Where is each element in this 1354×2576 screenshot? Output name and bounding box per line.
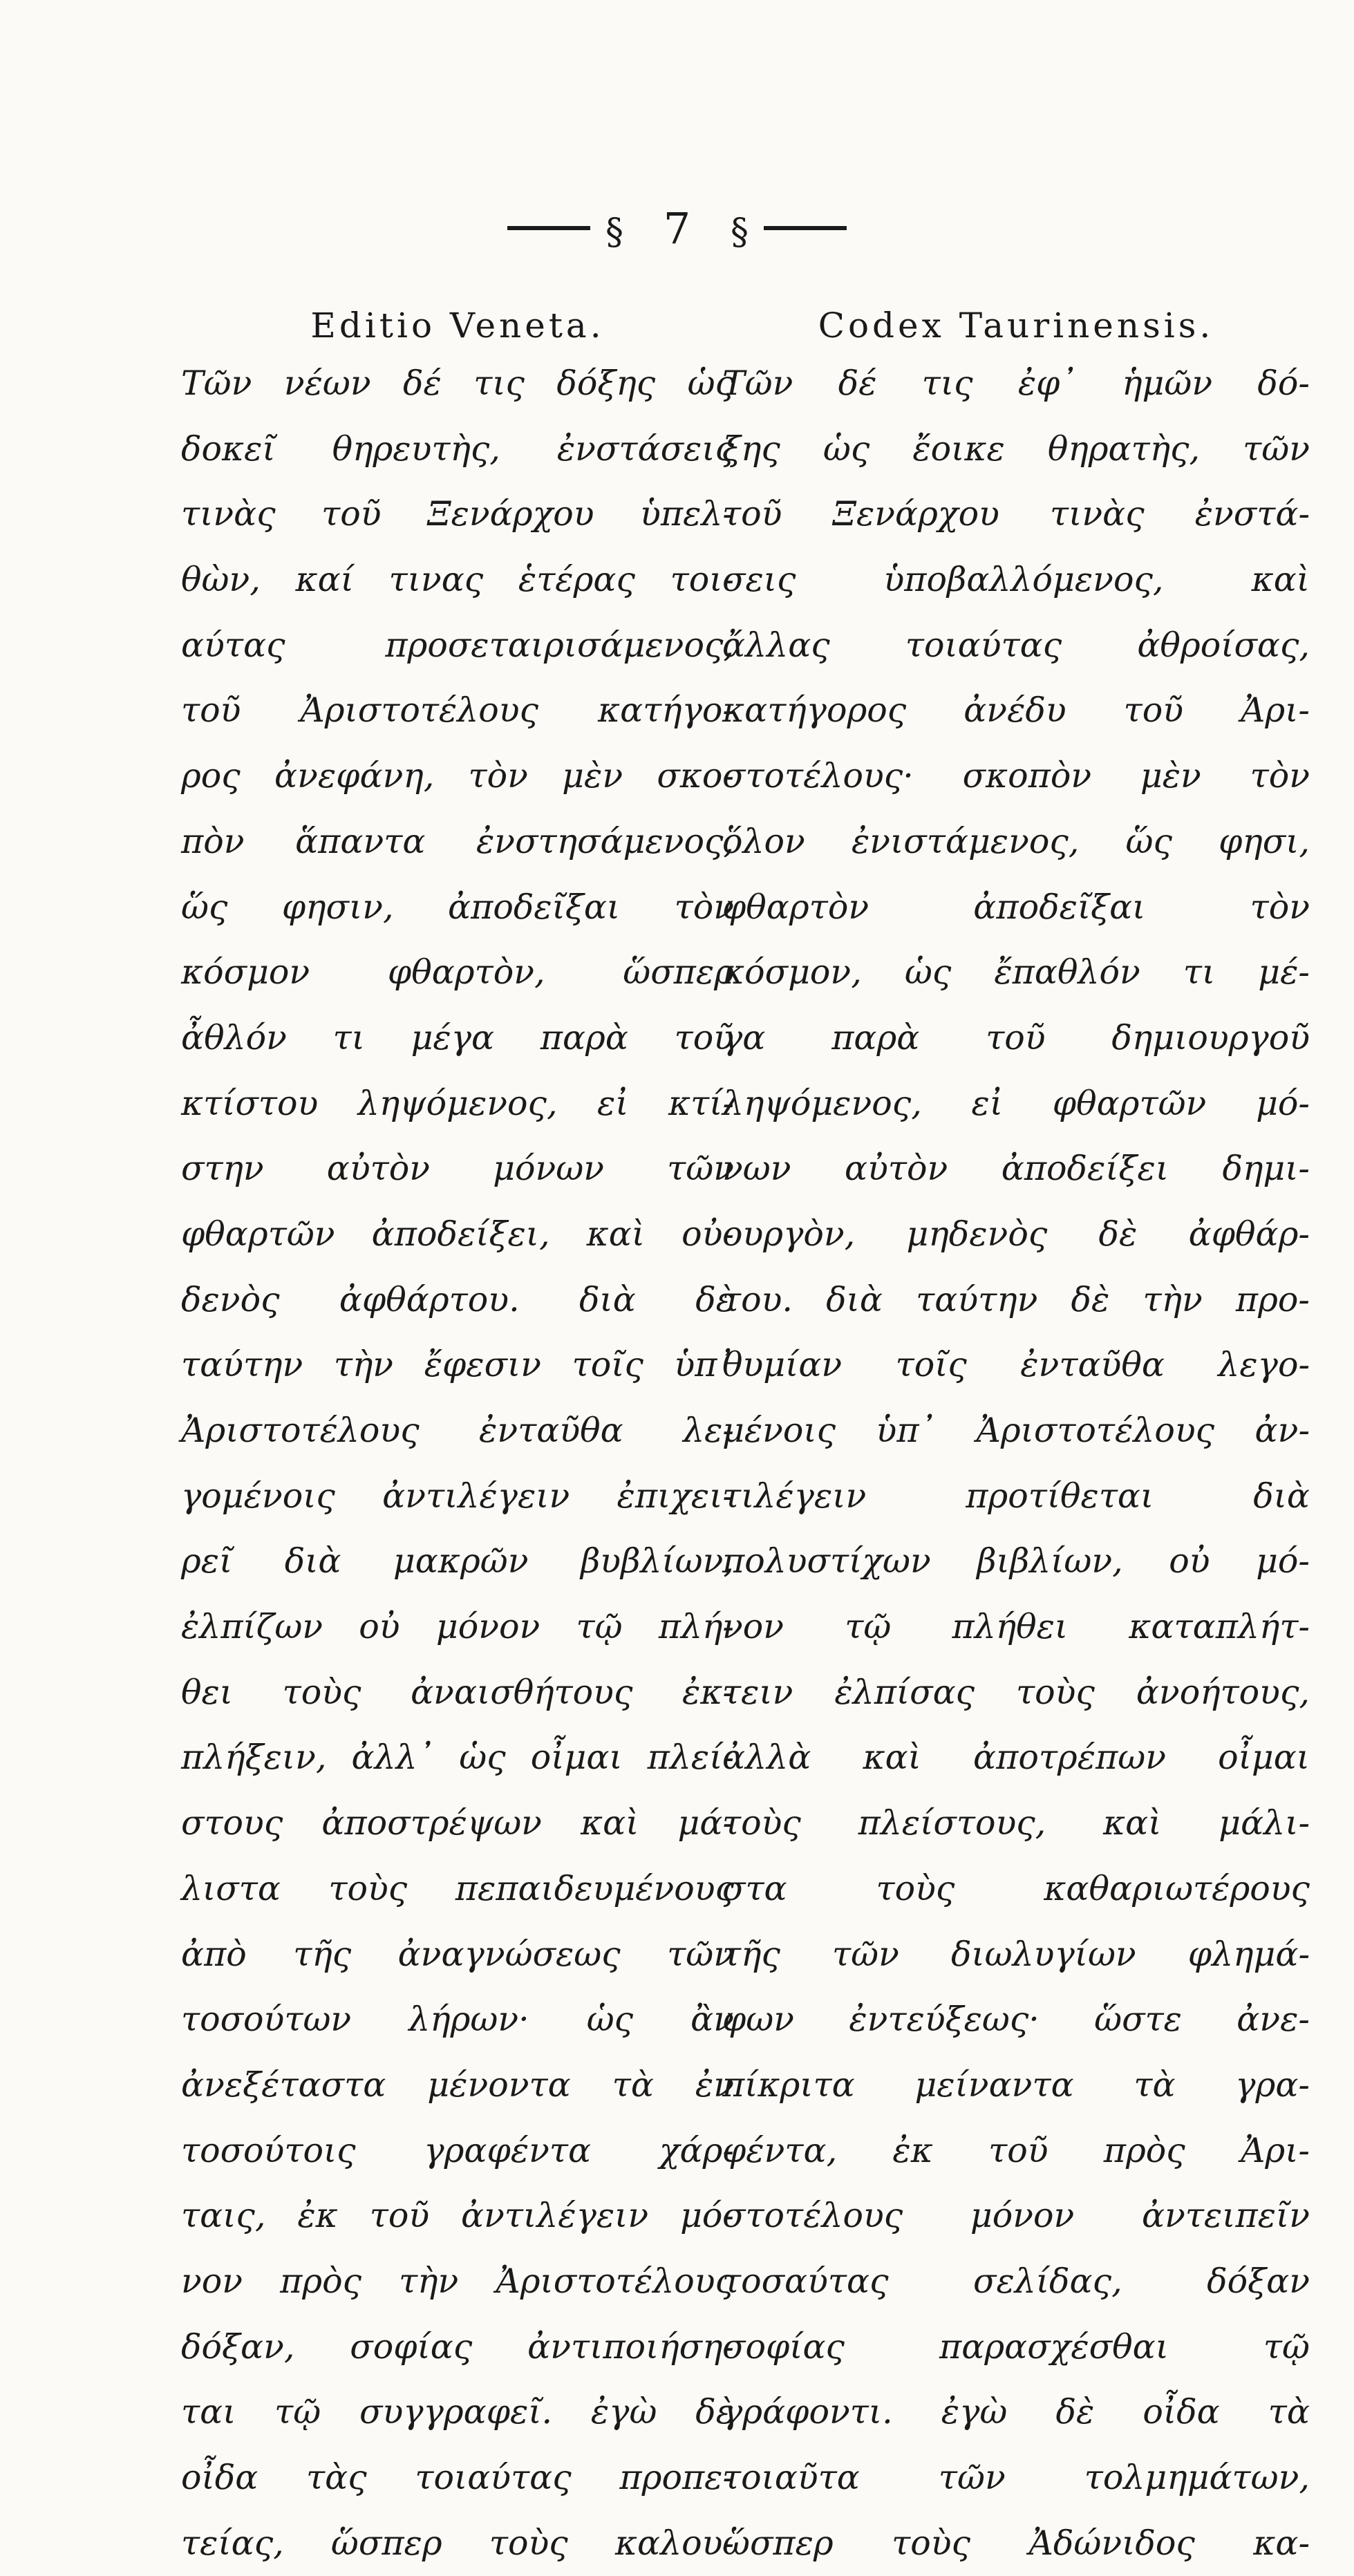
text-line: τοῦ Ξενάρχου τινὰς ἐνστά-	[722, 494, 1310, 534]
text-line: τινὰς τοῦ Ξενάρχου ὑπελ-	[181, 494, 734, 534]
text-line: σεις ὑποβαλλόμενος, καὶ	[722, 560, 1310, 600]
text-line: κόσμον, ὡς ἔπαθλόν τι μέ-	[722, 952, 1310, 993]
text-line: τοῦ Ἀριστοτέλους κατήγο-	[181, 690, 734, 731]
text-line: πὸν ἅπαντα ἐνστησάμενος,	[181, 821, 734, 861]
text-line: δοκεῖ θηρευτὴς, ἐνστάσεις	[181, 429, 734, 469]
text-line: δόξαν, σοφίας ἀντιποιήση-	[181, 2326, 734, 2367]
column-codex-taurinensis	[722, 304, 1310, 2576]
text-line: οἶδα τὰς τοιαύτας προπε-	[181, 2458, 734, 2497]
text-line: θει τοὺς ἀναισθήτους ἐκ-	[181, 1672, 734, 1712]
text-line: ὅλον ἐνιστάμενος, ὥς φησι,	[722, 821, 1310, 861]
text-line: τοσούτων λήρων· ὡς ἂν	[181, 2000, 734, 2040]
text-line: στοτέλους μόνον ἀντειπεῖν	[722, 2196, 1310, 2236]
text-line: θὼν, καί τινας ἑτέρας τοι-	[181, 560, 734, 600]
text-line: στοτέλους· σκοπὸν μὲν τὸν	[722, 756, 1310, 796]
text-line: στην αὐτὸν μόνων τῶν	[181, 1149, 734, 1189]
text-line: ἀπὸ τῆς ἀναγνώσεως τῶν	[181, 1934, 734, 1974]
text-line: ουργὸν, μηδενὸς δὲ ἀφθάρ-	[722, 1214, 1310, 1254]
text-line: τοσαύτας σελίδας, δόξαν	[722, 2261, 1310, 2301]
text-line: ὥς φησιν, ἀποδεῖξαι τὸν	[181, 887, 734, 927]
text-line: τείας, ὥσπερ τοὺς καλου-	[181, 2523, 734, 2563]
text-line: στα τοὺς καθαριωτέρους	[722, 1868, 1310, 1908]
text-line: τοιαῦτα τῶν τολμημάτων,	[722, 2458, 1310, 2497]
page-number: 7	[663, 203, 691, 254]
text-line: θυμίαν τοῖς ἐνταῦθα λεγο-	[722, 1345, 1310, 1385]
text-line: τοσούτοις γραφέντα χάρ-	[181, 2130, 734, 2170]
text-line: κόσμον φθαρτὸν, ὥσπερ	[181, 952, 734, 993]
text-line: αύτας προσεταιρισάμενος,	[181, 625, 734, 665]
text-line: νον τῷ πλήθει καταπλήτ-	[722, 1607, 1310, 1647]
text-line: του. διὰ ταύτην δὲ τὴν προ-	[722, 1279, 1310, 1319]
text-line: κτίστου ληψόμενος, εἰ κτί-	[181, 1083, 734, 1123]
page-header	[0, 203, 1354, 254]
text-line: γομένοις ἀντιλέγειν ἐπιχει-	[181, 1476, 734, 1516]
text-line: νον πρὸς τὴν Ἀριστοτέλους	[181, 2261, 734, 2301]
text-line: Ἀριστοτέλους ἐνταῦθα λε-	[181, 1411, 734, 1450]
text-line: ληψόμενος, εἰ φθαρτῶν μό-	[722, 1083, 1310, 1123]
text-line: γράφοντι. ἐγὼ δὲ οἶδα τὰ	[722, 2392, 1310, 2432]
text-line: φθαρτῶν ἀποδείξει, καὶ οὐ-	[181, 1214, 734, 1254]
text-line: ἀλλὰ καὶ ἀποτρέπων οἶμαι	[722, 1738, 1310, 1778]
text-line: τειν ἐλπίσας τοὺς ἀνοήτους,	[722, 1672, 1310, 1712]
text-line: δενὸς ἀφθάρτου. διὰ δὲ	[181, 1279, 734, 1319]
text-line: κατήγορος ἀνέδυ τοῦ Ἀρι-	[722, 690, 1310, 731]
text-line: τῆς τῶν διωλυγίων φλημά-	[722, 1934, 1310, 1974]
text-line: ἀνεξέταστα μένοντα τὰ ἐν	[181, 2065, 734, 2105]
text-line: τιλέγειν προτίθεται διὰ	[722, 1476, 1310, 1516]
text-line: ἄλλας τοιαύτας ἀθροίσας,	[722, 625, 1310, 665]
text-line: φων ἐντεύξεως· ὥστε ἀνε-	[722, 2000, 1310, 2040]
text-line: φέντα, ἐκ τοῦ πρὸς Ἀρι-	[722, 2130, 1310, 2170]
text-line: σοφίας παρασχέσθαι τῷ	[722, 2326, 1310, 2367]
text-line: ται τῷ συγγραφεῖ. ἐγὼ δὲ	[181, 2392, 734, 2432]
column-heading-right: Codex Taurinensis.	[818, 305, 1214, 346]
text-line: ταύτην τὴν ἔφεσιν τοῖς ὑπ᾿	[181, 1345, 734, 1385]
text-line: ξης ὡς ἔοικε θηρατὴς, τῶν	[722, 429, 1310, 469]
text-line: ρος ἀνεφάνη, τὸν μὲν σκο-	[181, 756, 734, 796]
text-line: νων αὐτὸν ἀποδείξει δημι-	[722, 1149, 1310, 1189]
text-line: Τῶν νέων δέ τις δόξης ὡς	[181, 364, 734, 403]
text-line: λιστα τοὺς πεπαιδευμένους	[181, 1868, 734, 1908]
text-line: ταις, ἐκ τοῦ ἀντιλέγειν μό-	[181, 2196, 734, 2236]
column-text-left	[181, 351, 734, 2576]
ornament-right: §	[730, 211, 749, 253]
text-line: πλήξειν, ἀλλ᾿ ὡς οἶμαι πλεί-	[181, 1738, 734, 1778]
text-line: ρεῖ διὰ μακρῶν βυβλίων,	[181, 1541, 734, 1581]
header-rule-left	[507, 226, 590, 230]
text-line: ἐλπίζων οὐ μόνον τῷ πλή-	[181, 1607, 734, 1647]
text-line: στους ἀποστρέψων καὶ μά-	[181, 1803, 734, 1843]
text-line: πίκριτα μείναντα τὰ γρα-	[722, 2065, 1310, 2105]
text-line: φθαρτὸν ἀποδεῖξαι τὸν	[722, 887, 1310, 927]
header-rule-right	[764, 226, 847, 230]
column-text-right	[722, 351, 1310, 2576]
ornament-left: §	[605, 211, 624, 253]
text-line: γα παρὰ τοῦ δημιουργοῦ	[722, 1017, 1310, 1057]
text-line: ἆθλόν τι μέγα παρὰ τοῦ	[181, 1017, 734, 1057]
column-heading-left: Editio Veneta.	[310, 305, 605, 346]
text-line: μένοις ὑπ᾿ Ἀριστοτέλους ἀν-	[722, 1411, 1310, 1450]
column-editio-veneta	[181, 304, 734, 2576]
text-line: Τῶν δέ τις ἐφ᾿ ἡμῶν δό-	[722, 364, 1310, 403]
text-line: ὥσπερ τοὺς Ἀδώνιδος κα-	[722, 2523, 1310, 2563]
text-line: πολυστίχων βιβλίων, οὐ μό-	[722, 1541, 1310, 1581]
text-line: τοὺς πλείστους, καὶ μάλι-	[722, 1803, 1310, 1843]
